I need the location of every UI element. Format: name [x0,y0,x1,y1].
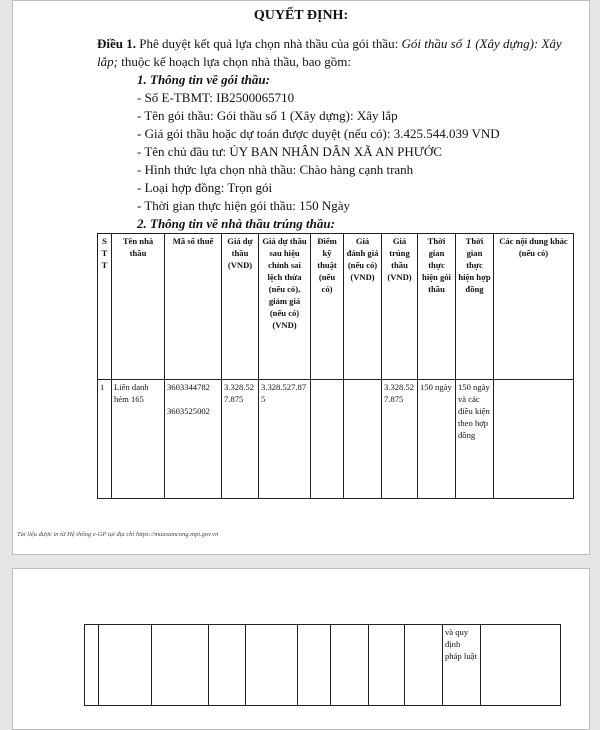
header-tech-score: Điểm kỹ thuật (nếu có) [311,234,344,380]
article-package: Gói thầu số 1 (Xây dựng): Xây lắp; [97,36,562,69]
table-row [98,380,574,499]
cell-contract-time-continued: và quy định pháp luật [443,625,481,706]
header-bidder-name: Tên nhà thầu [112,234,165,380]
cell-bid-price: 3.328.527.875 [222,380,259,499]
cell-winning-price: 3.328.527.875 [382,380,418,499]
header-stt: S T T [98,234,112,380]
winning-bidder-table [97,233,574,499]
cell-tech-score [311,380,344,499]
cell-other [494,380,574,499]
info-package-price: - Giá gói thầu hoặc dự toán được duyệt (nếu có): 3.425.544.039 VND [137,126,500,141]
header-winning-price: Giá trúng thầu (VND) [382,234,418,380]
info-investor: - Tên chủ đầu tư: ỦY BAN NHÂN DÂN XÃ AN PHƯỚC [137,144,442,159]
cell-contract-time: 150 ngày và các điều kiện theo hợp đồng [456,380,494,499]
section-1-heading: 1. Thông tin về gói thầu: [137,72,270,87]
info-package-name: - Tên gói thầu: Gói thầu số 1 (Xây dựng): Xây lắp [137,108,398,123]
info-e-tbmt: - Số E-TBMT: IB2500065710 [137,90,295,105]
header-eval-price: Giá đánh giá (nếu có) (VND) [344,234,382,380]
header-tax-code: Mã số thuế [165,234,222,380]
cell-eval-price [344,380,382,499]
article-text-after: thuộc kế hoạch lựa chọn nhà thầu, bao gồm: [117,54,351,69]
cell-bidder-name: Liên danh hẻm 165 [112,380,165,499]
info-contract-type: - Loại hợp đồng: Trọn gói [137,180,273,195]
section-2-heading: 2. Thông tin về nhà thầu trúng thầu: [137,216,335,231]
tax-code-1: 3603344782 [167,382,210,392]
header-adjusted-price: Giá dự thầu sau hiệu chỉnh sai lệch thừa (nếu có), giảm giá (nếu có) (VND) [259,234,311,380]
header-bid-price: Giá dự thầu (VND) [222,234,259,380]
cell-package-time: 150 ngày [418,380,456,499]
table-row [85,625,561,706]
header-contract-time: Thời gian thực hiện hợp đồng [456,234,494,380]
table-header-row [98,234,574,380]
article-label: Điều 1. [97,36,136,51]
info-selection-method: - Hình thức lựa chọn nhà thầu: Chào hàng cạnh tranh [137,162,414,177]
article-text-before: Phê duyệt kết quả lựa chọn nhà thầu của gói thầu: [136,36,402,51]
document-page-1 [12,0,590,555]
page-footer: Tài liệu được in từ Hệ thống e-GP tại địa chỉ https://muasamcong.mpi.gov.vn [17,531,219,538]
cell-tax-code [165,380,222,499]
cell-stt: 1 [98,380,112,499]
info-duration: - Thời gian thực hiện gói thầu: 150 Ngày [137,198,350,213]
header-other: Các nội dung khác (nếu có) [494,234,574,380]
article-1 [97,35,567,71]
continued-table [84,624,561,706]
cell-adjusted-price: 3.328.527.875 [259,380,311,499]
decision-title: QUYẾT ĐỊNH: [253,8,349,23]
header-package-time: Thời gian thực hiện gói thầu [418,234,456,380]
tax-code-2: 3603525002 [167,406,210,416]
